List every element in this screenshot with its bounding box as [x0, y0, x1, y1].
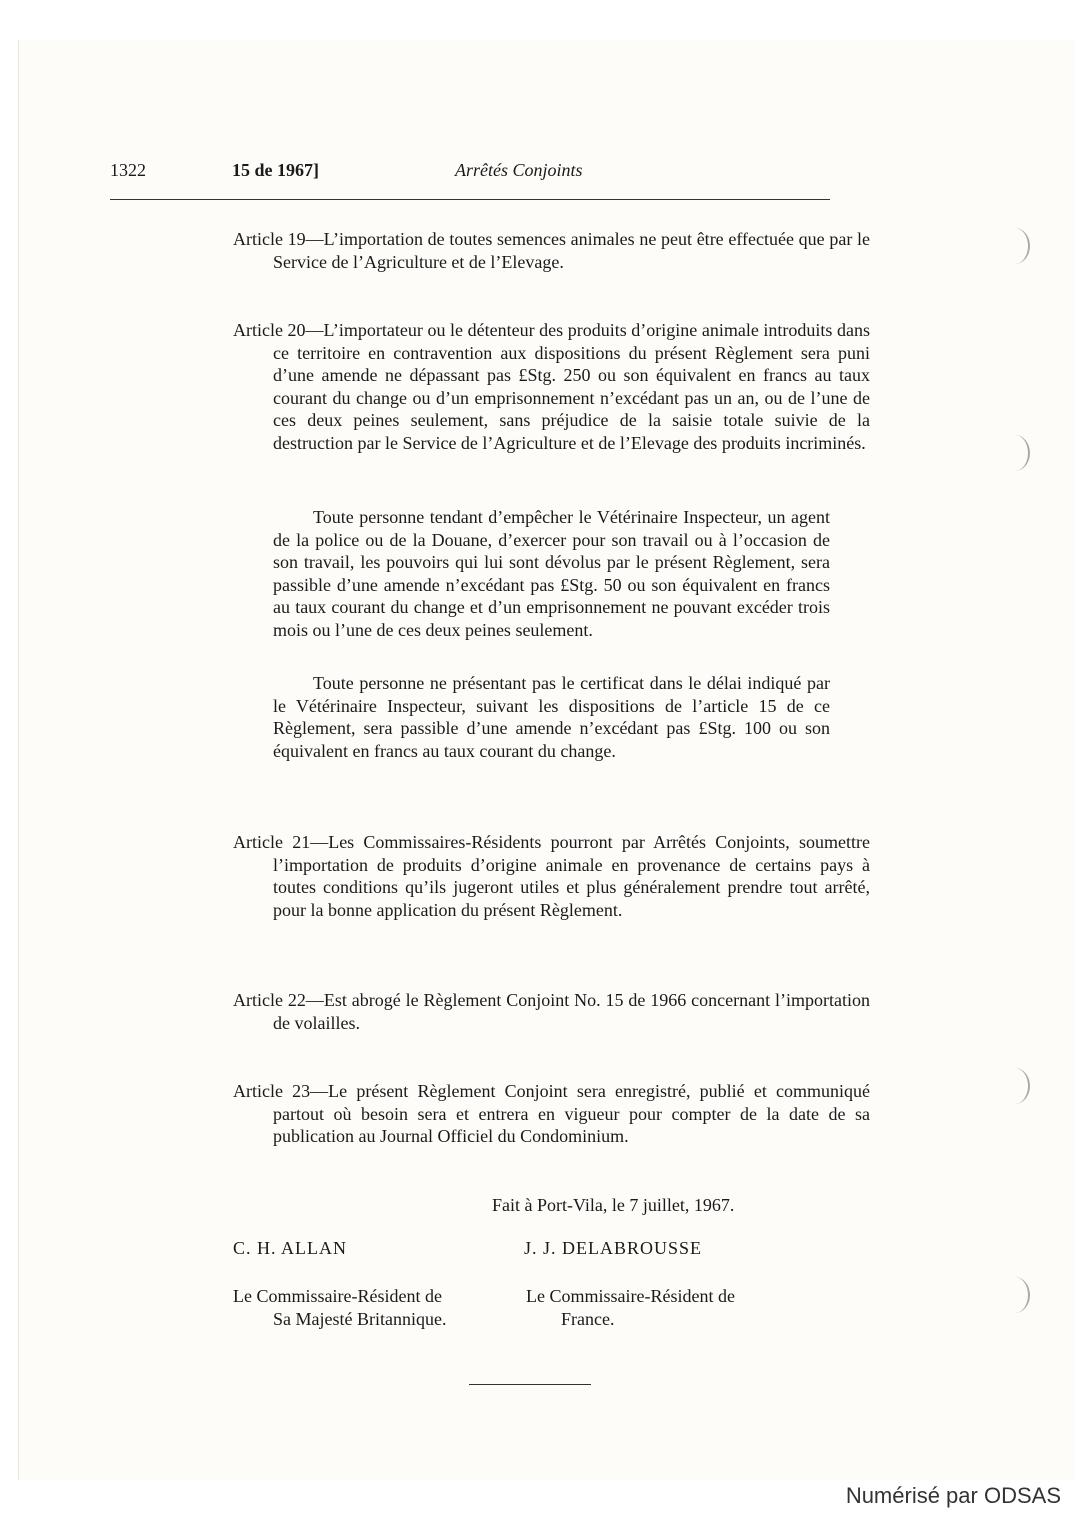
- article-21: Article 21—Les Commissaires-Résidents pourront par Arrêtés Conjoints, soumettre l’importation de produits d’origine animale en provenance de certains pays à toutes conditions qu’ils jugeront utiles et plus généralement prendre tout arrêté, pour la bonne application du présent Règlement.: [233, 832, 870, 920]
- article-20-paragraph-3: Toute personne ne présentant pas le certificat dans le délai indiqué par le Vétérinaire Inspecteur, suivant les dispositions de l’article 15 de ce Règlement, sera passible d’une amende n’excédant pas £Stg. 100 ou son équivalent en francs au taux courant du change.: [273, 673, 830, 761]
- punch-hole-4: [1000, 1277, 1030, 1313]
- signatory-title-line1: Le Commissaire-Résident de: [233, 1286, 442, 1306]
- article-23: Article 23—Le présent Règlement Conjoint sera enregistré, publié et communiqué partout où besoin sera et entrera en vigueur pour compter de la date de sa publication au Journal Officiel du Condominium.: [233, 1081, 870, 1147]
- article-19: Article 19—L’importation de toutes semences animales ne peut être effectuée que par le Service de l’Agriculture et de l’Elevage.: [233, 229, 870, 272]
- signatory-title-french: [526, 1285, 735, 1331]
- punch-hole-2: [1000, 435, 1030, 471]
- signatory-title-line2: Sa Majesté Britannique.: [273, 1309, 447, 1329]
- signatory-name-french: J. J. DELABROUSSE: [524, 1238, 703, 1258]
- signatory-name-british: C. H. ALLAN: [233, 1238, 347, 1258]
- running-title: Arrêtés Conjoints: [455, 160, 583, 180]
- end-rule: [469, 1384, 591, 1385]
- punch-hole-3: [1000, 1068, 1030, 1104]
- signatory-title-british: [233, 1285, 446, 1331]
- signatory-title-line1: Le Commissaire-Résident de: [526, 1286, 735, 1306]
- place-and-date: Fait à Port-Vila, le 7 juillet, 1967.: [492, 1195, 735, 1215]
- article-22: Article 22—Est abrogé le Règlement Conjoint No. 15 de 1966 concernant l’importation de volailles.: [233, 990, 870, 1033]
- article-20: Article 20—L’importateur ou le détenteur des produits d’origine animale introduits dans ce territoire en contravention aux dispositions du présent Règlement sera puni d’une amende ne dépassant pas £Stg. 250 ou son équivalent en francs au taux courant du change ou d’un emprisonnement n’excédant pas un an, ou de l’une de ces deux peines seulement, sans préjudice de la saisie totale suivie de la destruction par le Service de l’Agriculture et de l’Elevage des produits incriminés.: [233, 320, 870, 453]
- signatory-title-line2: France.: [561, 1309, 615, 1329]
- issue-number: 15 de 1967]: [232, 160, 319, 180]
- article-20-paragraph-2: Toute personne tendant d’empêcher le Vétérinaire Inspecteur, un agent de la police ou de la Douane, d’exercer pour son travail ou à l’occasion de son travail, les pouvoirs qui lui sont dévolus par le présent Règlement, sera passible d’une amende n’excédant pas £Stg. 50 ou son équivalent en francs au taux courant du change et d’un emprisonnement ne pouvant excéder trois mois ou l’une de ces deux peines seulement.: [273, 507, 830, 640]
- punch-hole-1: [1000, 228, 1030, 264]
- page-number: 1322: [110, 160, 146, 180]
- header-rule: [110, 199, 830, 200]
- digitization-credit: Numérisé par ODSAS: [845, 1483, 1061, 1508]
